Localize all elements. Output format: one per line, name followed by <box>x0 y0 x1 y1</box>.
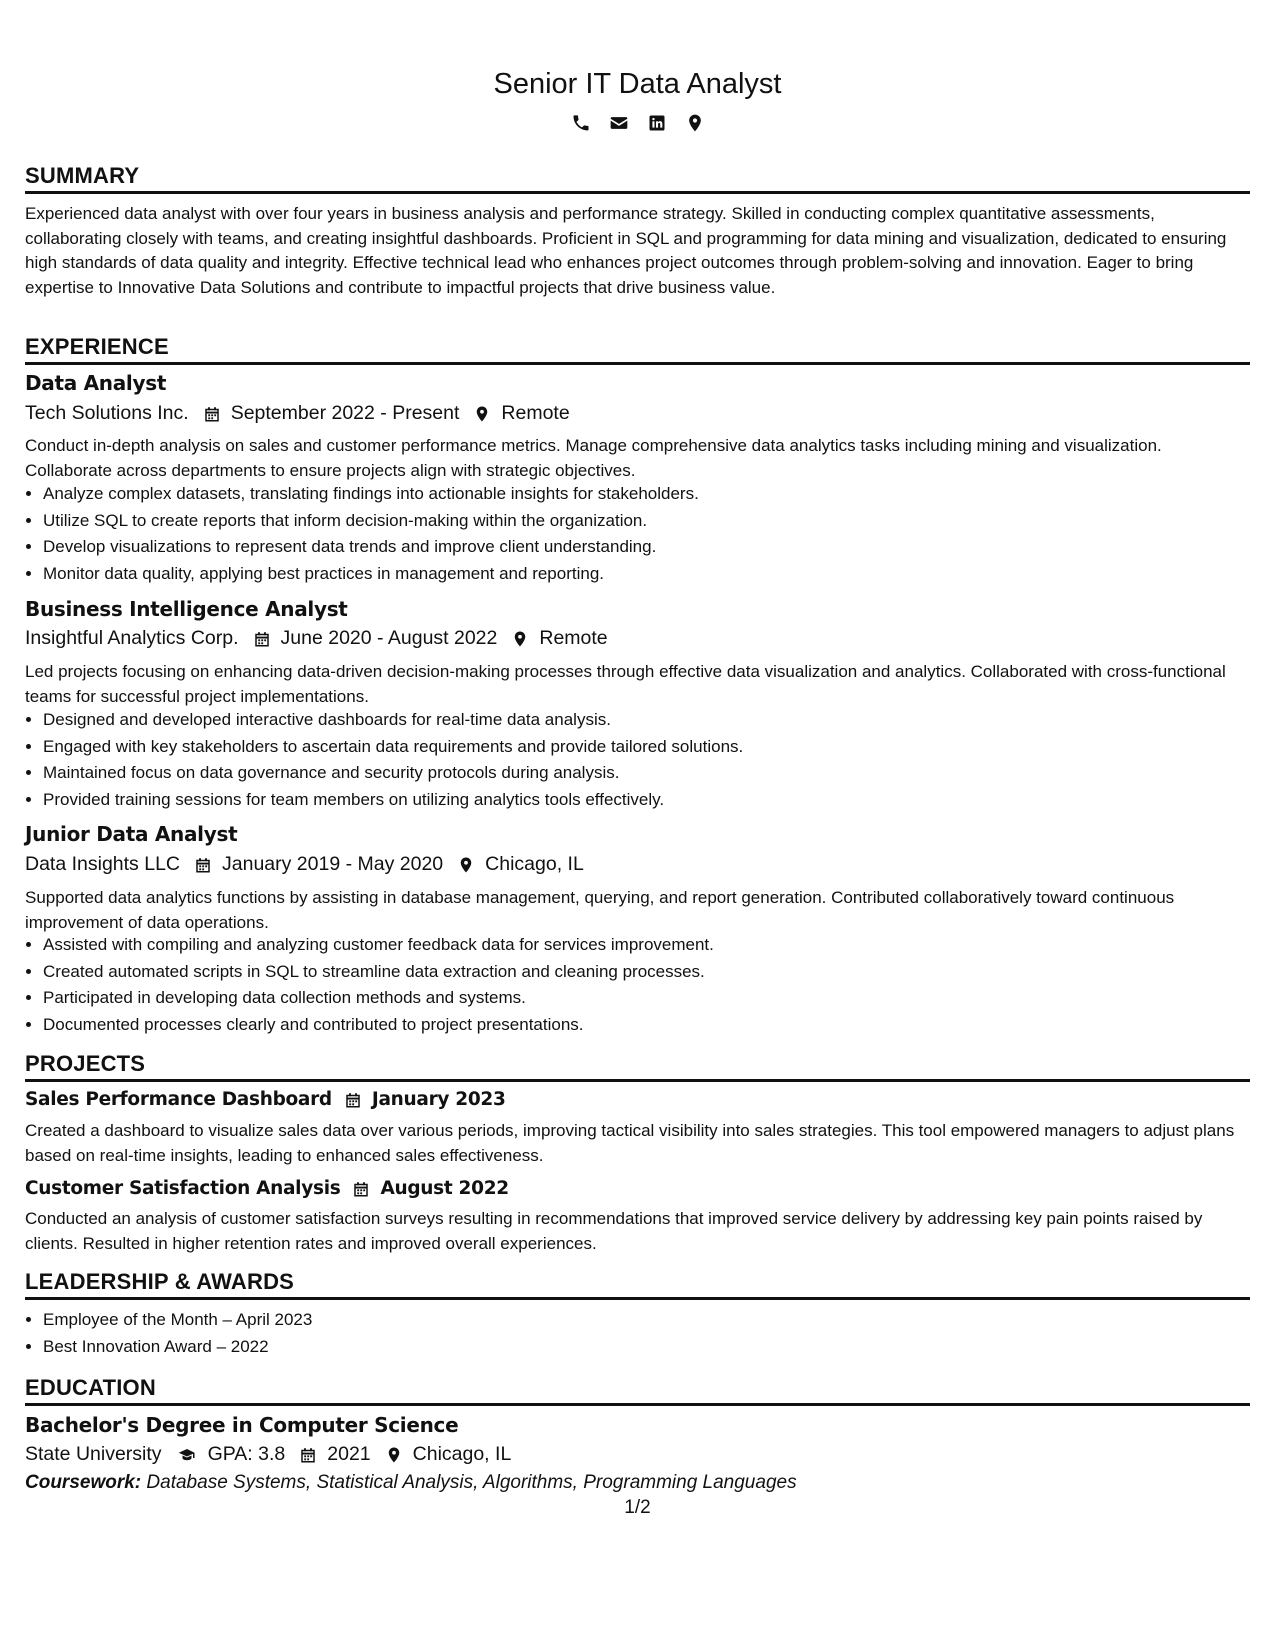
envelope-icon[interactable] <box>609 113 629 133</box>
section-heading-education: EDUCATION <box>25 1374 1250 1406</box>
resume-title: Senior IT Data Analyst <box>493 68 782 100</box>
job-meta <box>25 402 570 425</box>
job-title: Junior Data Analyst <box>25 822 238 846</box>
calendar-icon <box>203 405 221 423</box>
section-heading-summary: SUMMARY <box>25 162 1250 194</box>
school-name: State University <box>25 1443 162 1465</box>
job-location: Chicago, IL <box>485 853 584 875</box>
project-heading <box>25 1178 509 1199</box>
education-meta <box>25 1443 511 1466</box>
map-marker-icon <box>457 856 475 874</box>
gpa: GPA: 3.8 <box>207 1443 286 1465</box>
map-marker-icon[interactable] <box>685 113 705 133</box>
job-description: Led projects focusing on enhancing data-driven decision-making processes through effective data visualization and analytics. Collaborated with cross-functional teams for successful project implementations. <box>25 662 1226 706</box>
calendar-icon <box>253 630 271 648</box>
job-description: Conduct in-depth analysis on sales and customer performance metrics. Manage comprehensive data analytics tasks including mining and visualization. Collaborate across departments to ensure projects align with strategic objectives. <box>25 436 1162 480</box>
job-dates: January 2019 - May 2020 <box>222 853 444 875</box>
calendar-icon <box>344 1091 362 1109</box>
list-item: • Provided training sessions for team members on utilizing analytics tools effectively. <box>43 787 1243 814</box>
coursework-list: Database Systems, Statistical Analysis, Algorithms, Programming Languages <box>146 1472 797 1493</box>
calendar-icon <box>299 1446 317 1464</box>
section-heading-awards: LEADERSHIP & AWARDS <box>25 1268 1250 1300</box>
project-description: Conducted an analysis of customer satisfaction surveys resulting in recommendations that improved service delivery by addressing key pain points raised by clients. Resulted in higher retention rates and improved overall experiences. <box>25 1209 1203 1253</box>
awards-list <box>25 1307 1243 1360</box>
coursework <box>25 1472 797 1494</box>
job-description: Supported data analytics functions by assisting in database management, querying, and report generation. Contributed collaboratively toward continuous improvement of data operations. <box>25 888 1175 932</box>
coursework-label: Coursework: <box>25 1472 142 1493</box>
project-name: Sales Performance Dashboard <box>25 1089 332 1110</box>
list-item: • Develop visualizations to represent data trends and improve client understanding. <box>43 534 1243 561</box>
section-heading-projects: PROJECTS <box>25 1050 1250 1082</box>
project-date: August 2022 <box>380 1178 509 1199</box>
calendar-icon <box>194 856 212 874</box>
map-marker-icon <box>385 1446 403 1464</box>
map-marker-icon <box>473 405 491 423</box>
school-location: Chicago, IL <box>412 1443 512 1465</box>
list-item: • Engaged with key stakeholders to ascertain data requirements and provide tailored solutions. <box>43 734 1243 761</box>
summary-text: Experienced data analyst with over four years in business analysis and performance strategy. Skilled in conducting complex quantitative assessments, collaborating closely with teams, and creating insightful dashboards. Proficient in SQL and programming for data mining and visualization, dedicated to ensuring high standards of data quality and integrity. Effective technical lead who enhances project outcomes through problem-solving and innovation. Eager to bring expertise to Innovative Data Solutions and contribute to impactful projects that drive business value. <box>25 204 1227 297</box>
job-bullets <box>25 707 1243 813</box>
job-meta <box>25 627 608 650</box>
contact-icons <box>25 113 1250 133</box>
list-item: • Documented processes clearly and contributed to project presentations. <box>43 1012 1243 1039</box>
graduation-cap-icon <box>176 1446 198 1464</box>
list-item: • Analyze complex datasets, translating findings into actionable insights for stakeholders. <box>43 481 1243 508</box>
list-item: • Utilize SQL to create reports that inform decision-making within the organization. <box>43 508 1243 535</box>
job-location: Remote <box>501 402 570 424</box>
project-heading <box>25 1089 506 1110</box>
list-item: • Best Innovation Award – 2022 <box>43 1334 1243 1361</box>
project-date: January 2023 <box>371 1089 506 1110</box>
company-name: Tech Solutions Inc. <box>25 402 189 424</box>
page-number: 1/2 <box>624 1497 651 1518</box>
section-heading-experience: EXPERIENCE <box>25 333 1250 365</box>
list-item: • Employee of the Month – April 2023 <box>43 1307 1243 1334</box>
project-description: Created a dashboard to visualize sales data over various periods, improving tactical visibility into sales strategies. This tool empowered managers to adjust plans based on real-time insights, leading to enhanced sales effectiveness. <box>25 1121 1235 1165</box>
calendar-icon <box>352 1180 370 1198</box>
linkedin-icon[interactable] <box>647 113 667 133</box>
list-item: • Created automated scripts in SQL to streamline data extraction and cleaning processes. <box>43 959 1243 986</box>
list-item: • Participated in developing data collection methods and systems. <box>43 985 1243 1012</box>
job-dates: June 2020 - August 2022 <box>280 627 498 649</box>
list-item: • Monitor data quality, applying best practices in management and reporting. <box>43 561 1243 588</box>
job-bullets <box>25 481 1243 587</box>
job-meta <box>25 853 584 876</box>
company-name: Insightful Analytics Corp. <box>25 627 239 649</box>
job-bullets <box>25 932 1243 1038</box>
company-name: Data Insights LLC <box>25 853 181 875</box>
list-item: • Maintained focus on data governance and security protocols during analysis. <box>43 760 1243 787</box>
degree-title: Bachelor's Degree in Computer Science <box>25 1413 459 1437</box>
job-location: Remote <box>539 627 608 649</box>
job-title: Data Analyst <box>25 371 167 395</box>
job-dates: September 2022 - Present <box>230 402 460 424</box>
list-item: • Designed and developed interactive dashboards for real-time data analysis. <box>43 707 1243 734</box>
job-title: Business Intelligence Analyst <box>25 597 348 621</box>
project-name: Customer Satisfaction Analysis <box>25 1178 341 1199</box>
map-marker-icon <box>511 630 529 648</box>
phone-icon[interactable] <box>571 113 591 133</box>
list-item: • Assisted with compiling and analyzing customer feedback data for services improvement. <box>43 932 1243 959</box>
graduation-year: 2021 <box>327 1443 371 1465</box>
